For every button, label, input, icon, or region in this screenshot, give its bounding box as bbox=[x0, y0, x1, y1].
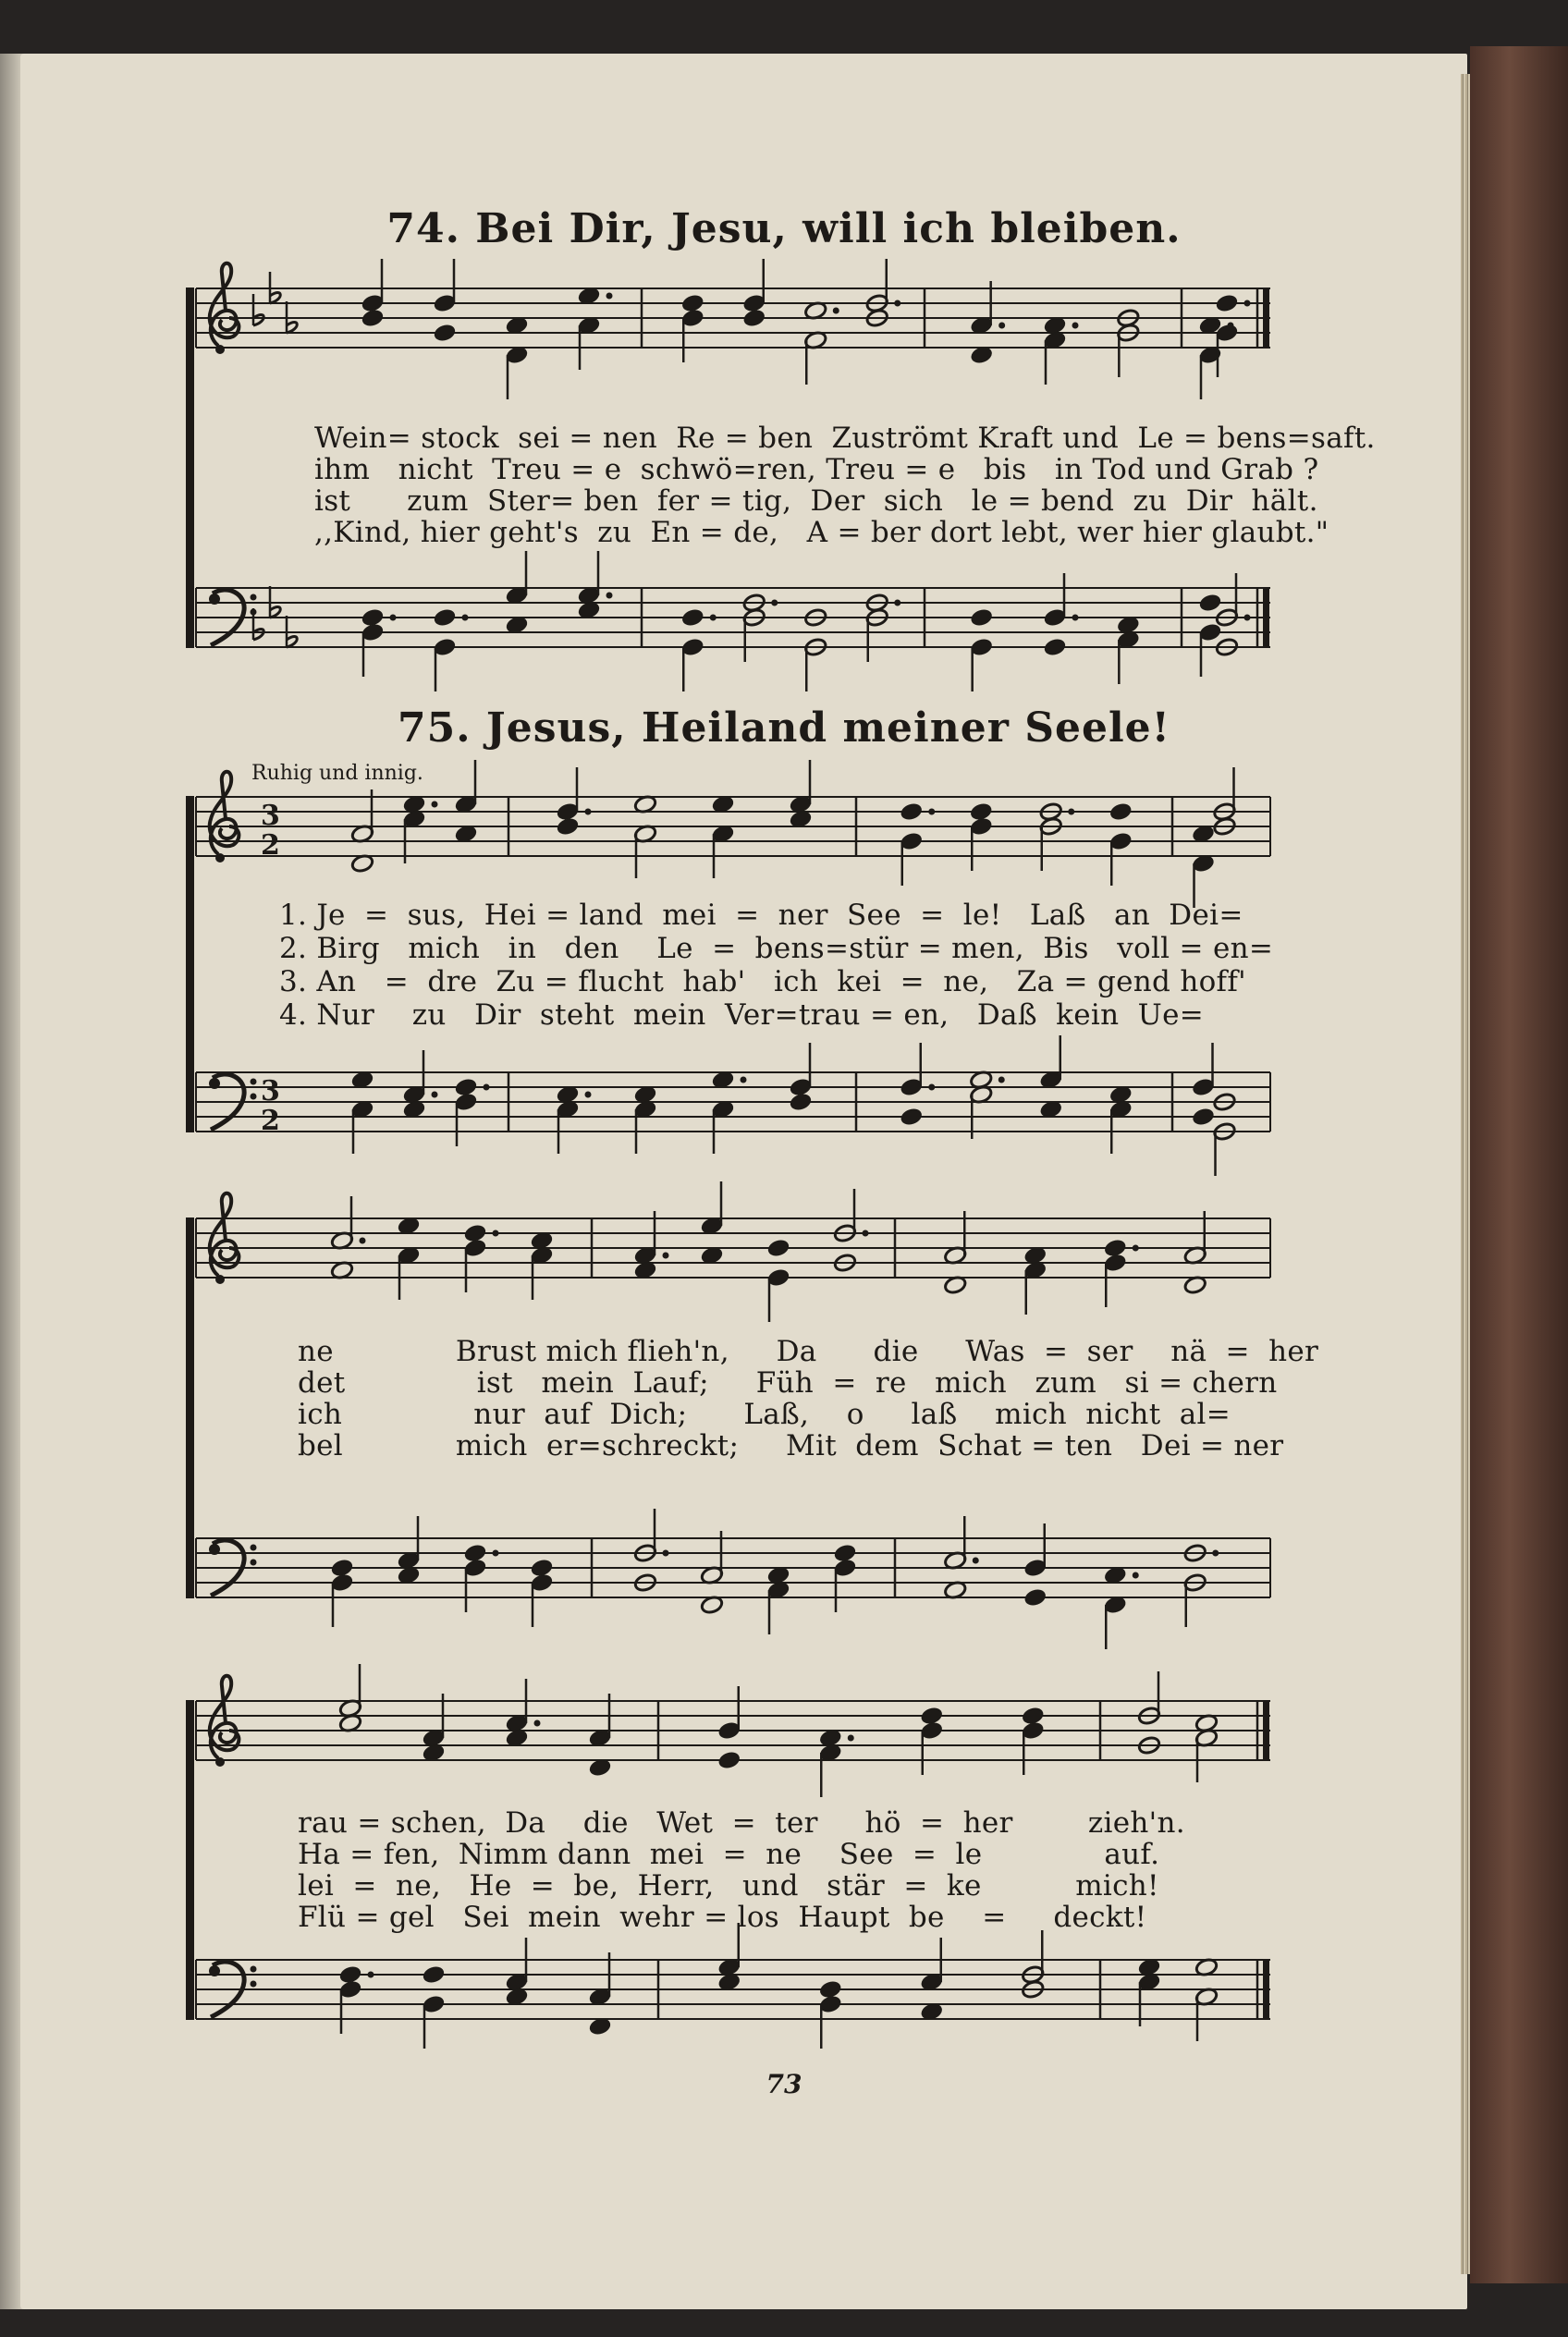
lyric-line: 4. Nur zu Dir steht mein Ver=trau = en, Daß kein Ue= bbox=[279, 998, 1205, 1032]
hymn-74-bass-staff bbox=[196, 588, 1270, 647]
hymn-74-title: 74. Bei Dir, Jesu, will ich bleiben. bbox=[386, 205, 1182, 252]
lyric-line: ne Brust mich flieh'n, Da die Was = ser nä = her bbox=[298, 1335, 1319, 1368]
lyric-line: 2. Birg mich in den Le = bens=stür = men, Bis voll = en= bbox=[279, 932, 1274, 965]
system-brace bbox=[187, 1218, 193, 1597]
lyric-line: 1. Je = sus, Hei = land mei = ner See = le! Laß an Dei= bbox=[279, 899, 1243, 932]
treble-clef-icon bbox=[210, 772, 239, 863]
tempo-marking: Ruhig und innig. bbox=[251, 762, 423, 785]
notes-group bbox=[338, 1923, 1219, 2049]
system-brace bbox=[187, 797, 193, 1132]
lyric-line: Ha = fen, Nimm dann mei = ne See = le auf. bbox=[298, 1838, 1160, 1871]
time-signature-icon bbox=[261, 800, 280, 862]
lyric-line: Wein= stock sei = nen Re = ben Zuströmt Kraft und Le = bens=saft. bbox=[314, 422, 1376, 455]
notes-group bbox=[361, 259, 1250, 399]
lyric-line: det ist mein Lauf; Füh = re mich zum si = chern bbox=[298, 1366, 1278, 1400]
treble-clef-icon bbox=[210, 263, 239, 354]
lyric-line: ich nur auf Dich; Laß, o laß mich nicht al= bbox=[298, 1398, 1231, 1431]
lyric-line: rau = schen, Da die Wet = ter hö = her zieh'n. bbox=[298, 1806, 1185, 1840]
notes-group bbox=[361, 551, 1250, 691]
lyric-line: Flü = gel Sei mein wehr = los Haupt be = deckt! bbox=[298, 1901, 1147, 1934]
hymn-74-treble-staff bbox=[196, 288, 1270, 348]
lyric-line: 3. An = dre Zu = flucht hab' ich kei = ne, Za = gend hoff' bbox=[279, 965, 1246, 998]
svg-text:2: 2 bbox=[261, 829, 280, 862]
page-number: 73 bbox=[766, 2069, 802, 2099]
notes-group bbox=[330, 1181, 1207, 1322]
system-brace bbox=[187, 288, 193, 647]
svg-text:3: 3 bbox=[261, 1075, 280, 1107]
notes-group bbox=[350, 760, 1236, 908]
time-signature-icon bbox=[261, 1075, 280, 1137]
treble-clef-icon bbox=[210, 1676, 239, 1767]
svg-text:2: 2 bbox=[261, 1105, 280, 1137]
lyric-line: ihm nicht Treu = e schwö=ren, Treu = e bis in Tod und Grab ? bbox=[314, 453, 1319, 486]
lyric-line: bel mich er=schreckt; Mit dem Schat = ten Dei = ner bbox=[298, 1429, 1284, 1462]
notes-group bbox=[350, 1035, 1236, 1176]
hymn-75-treble-staff-1 bbox=[196, 797, 1270, 856]
hymn-75-title: 75. Jesus, Heiland meiner Seele! bbox=[398, 704, 1170, 752]
notes-group bbox=[330, 1509, 1219, 1649]
treble-clef-icon bbox=[210, 1193, 239, 1284]
lyric-line: ,,Kind, hier geht's zu En = de, A = ber dort lebt, wer hier glaubt." bbox=[314, 516, 1329, 549]
hymn-75-bass-staff-2 bbox=[196, 1538, 1270, 1597]
lyric-line: lei = ne, He = be, Herr, und stär = ke mich! bbox=[298, 1869, 1159, 1903]
system-brace bbox=[187, 1701, 193, 2019]
svg-text:3: 3 bbox=[261, 800, 280, 832]
lyric-line: ist zum Ster= ben fer = tig, Der sich le = bend zu Dir hält. bbox=[314, 484, 1318, 518]
